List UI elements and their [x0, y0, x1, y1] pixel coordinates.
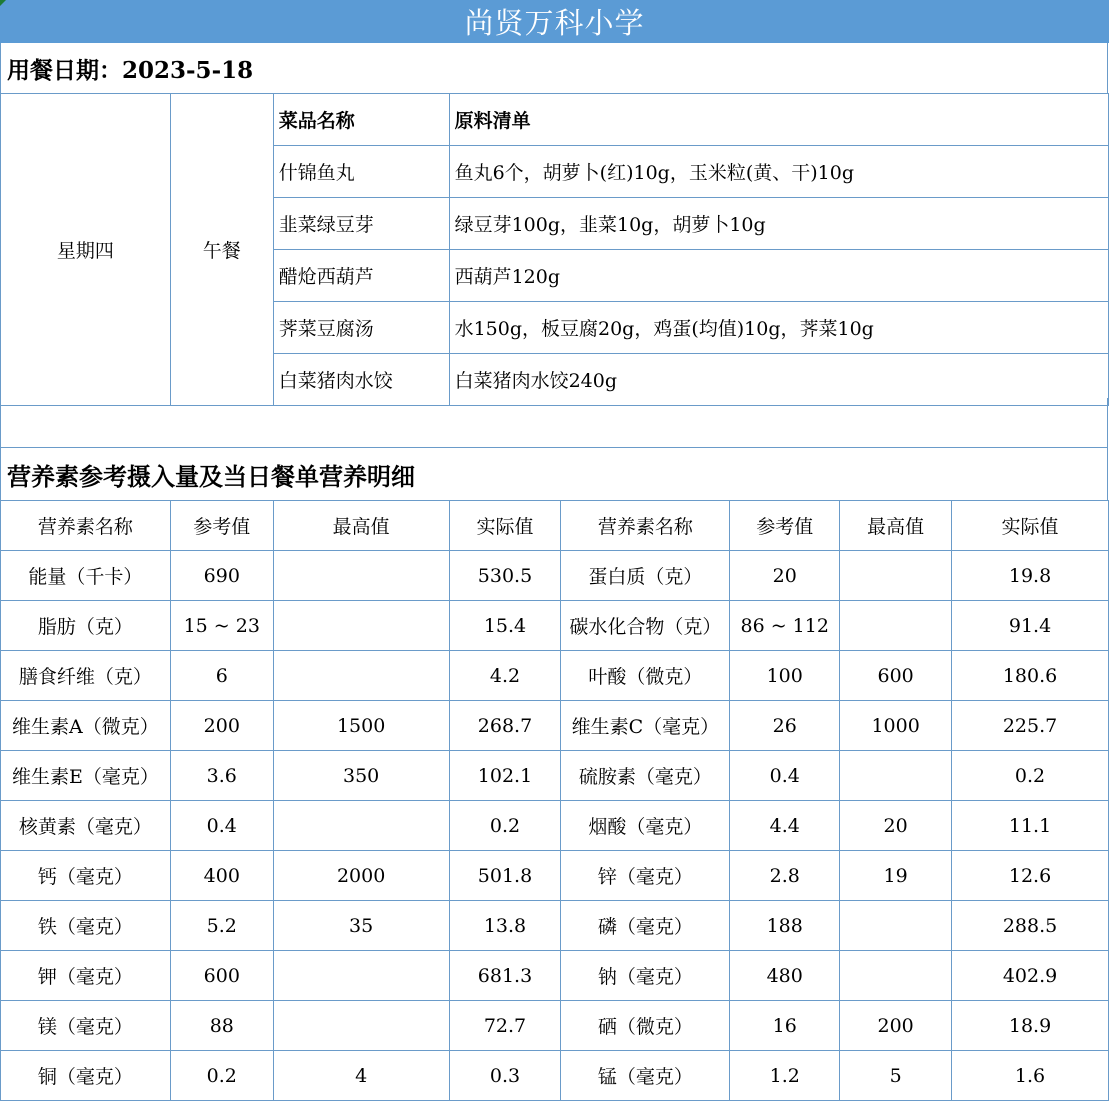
nutrient-row	[1, 801, 1109, 851]
nutrient-name: 铁（毫克）	[1, 901, 171, 951]
reference-value: 16	[730, 1001, 840, 1051]
nutrient-name: 硫胺素（毫克）	[561, 751, 730, 801]
max-value	[273, 1001, 449, 1051]
max-value: 350	[273, 751, 449, 801]
actual-value: 681.3	[449, 951, 561, 1001]
reference-value: 15 ~ 23	[170, 601, 273, 651]
column-header-nutrient-name: 营养素名称	[1, 501, 171, 551]
actual-value: 11.1	[952, 801, 1109, 851]
max-value	[273, 601, 449, 651]
actual-value: 102.1	[449, 751, 561, 801]
reference-value: 0.4	[170, 801, 273, 851]
max-value	[840, 751, 952, 801]
weekday-cell: 星期四	[1, 94, 171, 406]
reference-value: 26	[730, 701, 840, 751]
nutrient-row	[1, 601, 1109, 651]
max-value: 1500	[273, 701, 449, 751]
actual-value: 402.9	[952, 951, 1109, 1001]
actual-value: 15.4	[449, 601, 561, 651]
dish-ingredients: 绿豆芽100g，韭菜10g，胡萝卜10g	[449, 198, 1108, 250]
dish-ingredients: 白菜猪肉水饺240g	[449, 354, 1108, 406]
actual-value: 180.6	[952, 651, 1109, 701]
reference-value: 200	[170, 701, 273, 751]
actual-value: 0.2	[449, 801, 561, 851]
nutrient-name: 维生素C（毫克）	[561, 701, 730, 751]
max-value	[840, 551, 952, 601]
max-value	[840, 601, 952, 651]
cell-corner-marker	[0, 0, 6, 6]
nutrient-name: 维生素E（毫克）	[1, 751, 171, 801]
column-header-max-value: 最高值	[840, 501, 952, 551]
reference-value: 20	[730, 551, 840, 601]
max-value: 2000	[273, 851, 449, 901]
actual-value: 288.5	[952, 901, 1109, 951]
nutrient-name: 脂肪（克）	[1, 601, 171, 651]
max-value	[840, 901, 952, 951]
reference-value: 188	[730, 901, 840, 951]
nutrient-row	[1, 1051, 1109, 1101]
nutrient-row	[1, 701, 1109, 751]
nutrient-name: 锌（毫克）	[561, 851, 730, 901]
reference-value: 3.6	[170, 751, 273, 801]
actual-value: 19.8	[952, 551, 1109, 601]
column-header-max-value: 最高值	[273, 501, 449, 551]
nutrient-name: 铜（毫克）	[1, 1051, 171, 1101]
nutrient-name: 核黄素（毫克）	[1, 801, 171, 851]
reference-value: 400	[170, 851, 273, 901]
max-value: 1000	[840, 701, 952, 751]
nutrient-row	[1, 851, 1109, 901]
nutrition-header-row	[1, 501, 1109, 551]
max-value: 20	[840, 801, 952, 851]
column-header-nutrient-name: 营养素名称	[561, 501, 730, 551]
actual-value: 268.7	[449, 701, 561, 751]
nutrient-row	[1, 951, 1109, 1001]
nutrition-section-title: 营养素参考摄入量及当日餐单营养明细	[0, 448, 1108, 500]
actual-value: 12.6	[952, 851, 1109, 901]
school-title: 尚贤万科小学	[0, 0, 1109, 43]
reference-value: 480	[730, 951, 840, 1001]
actual-value: 4.2	[449, 651, 561, 701]
nutrient-name: 叶酸（微克）	[561, 651, 730, 701]
dish-ingredients: 水150g，板豆腐20g，鸡蛋(均值)10g，荠菜10g	[449, 302, 1108, 354]
actual-value: 72.7	[449, 1001, 561, 1051]
nutrient-row	[1, 1001, 1109, 1051]
dish-ingredients: 西葫芦120g	[449, 250, 1108, 302]
nutrition-table	[0, 500, 1109, 1101]
reference-value: 2.8	[730, 851, 840, 901]
dish-name: 荠菜豆腐汤	[273, 302, 449, 354]
reference-value: 690	[170, 551, 273, 601]
nutrient-row	[1, 751, 1109, 801]
max-value: 600	[840, 651, 952, 701]
reference-value: 600	[170, 951, 273, 1001]
nutrient-name: 烟酸（毫克）	[561, 801, 730, 851]
nutrient-name: 能量（千卡）	[1, 551, 171, 601]
nutrient-name: 硒（微克）	[561, 1001, 730, 1051]
ingredients-header: 原料清单	[449, 94, 1108, 146]
column-header-reference-value: 参考值	[730, 501, 840, 551]
nutrient-row	[1, 651, 1109, 701]
actual-value: 91.4	[952, 601, 1109, 651]
meal-date: 用餐日期：2023-5-18	[0, 43, 1108, 93]
dish-header: 菜品名称	[273, 94, 449, 146]
nutrient-name: 钾（毫克）	[1, 951, 171, 1001]
column-header-reference-value: 参考值	[170, 501, 273, 551]
actual-value: 13.8	[449, 901, 561, 951]
max-value: 4	[273, 1051, 449, 1101]
nutrient-row	[1, 551, 1109, 601]
max-value	[840, 951, 952, 1001]
dish-name: 韭菜绿豆芽	[273, 198, 449, 250]
meal-cell: 午餐	[170, 94, 273, 406]
max-value	[273, 651, 449, 701]
max-value	[273, 951, 449, 1001]
reference-value: 5.2	[170, 901, 273, 951]
actual-value: 501.8	[449, 851, 561, 901]
reference-value: 4.4	[730, 801, 840, 851]
actual-value: 530.5	[449, 551, 561, 601]
dish-name: 醋炝西葫芦	[273, 250, 449, 302]
actual-value: 0.2	[952, 751, 1109, 801]
nutrient-name: 碳水化合物（克）	[561, 601, 730, 651]
reference-value: 100	[730, 651, 840, 701]
nutrient-name: 膳食纤维（克）	[1, 651, 171, 701]
column-header-actual-value: 实际值	[449, 501, 561, 551]
reference-value: 6	[170, 651, 273, 701]
dish-name: 白菜猪肉水饺	[273, 354, 449, 406]
reference-value: 0.2	[170, 1051, 273, 1101]
blank-row	[0, 398, 1108, 448]
max-value: 19	[840, 851, 952, 901]
dish-ingredients: 鱼丸6个，胡萝卜(红)10g，玉米粒(黄、干)10g	[449, 146, 1108, 198]
nutrient-name: 蛋白质（克）	[561, 551, 730, 601]
nutrient-name: 锰（毫克）	[561, 1051, 730, 1101]
max-value: 5	[840, 1051, 952, 1101]
nutrient-name: 镁（毫克）	[1, 1001, 171, 1051]
nutrient-name: 维生素A（微克）	[1, 701, 171, 751]
actual-value: 1.6	[952, 1051, 1109, 1101]
reference-value: 88	[170, 1001, 273, 1051]
max-value: 200	[840, 1001, 952, 1051]
max-value	[273, 801, 449, 851]
nutrient-row	[1, 901, 1109, 951]
actual-value: 18.9	[952, 1001, 1109, 1051]
max-value	[273, 551, 449, 601]
dish-name: 什锦鱼丸	[273, 146, 449, 198]
nutrient-name: 钠（毫克）	[561, 951, 730, 1001]
actual-value: 225.7	[952, 701, 1109, 751]
nutrient-name: 钙（毫克）	[1, 851, 171, 901]
max-value: 35	[273, 901, 449, 951]
reference-value: 86 ~ 112	[730, 601, 840, 651]
menu-table	[0, 93, 1109, 406]
reference-value: 1.2	[730, 1051, 840, 1101]
nutrient-name: 磷（毫克）	[561, 901, 730, 951]
reference-value: 0.4	[730, 751, 840, 801]
actual-value: 0.3	[449, 1051, 561, 1101]
column-header-actual-value: 实际值	[952, 501, 1109, 551]
